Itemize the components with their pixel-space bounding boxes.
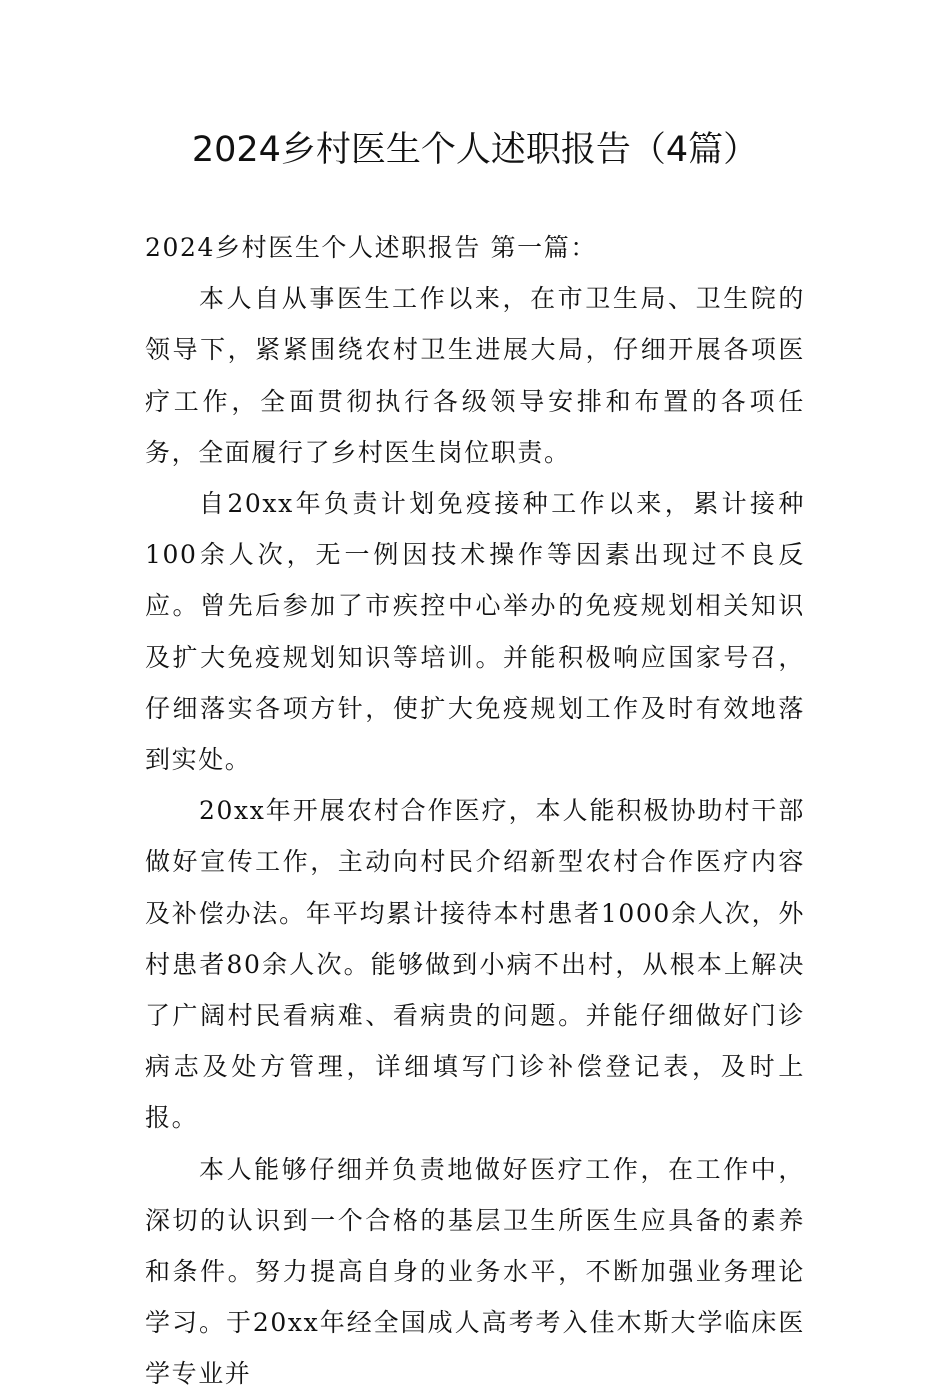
- section-heading: 2024乡村医生个人述职报告 第一篇：: [145, 233, 597, 262]
- paragraph-1: 本人自从事医生工作以来，在市卫生局、卫生院的领导下，紧紧围绕农村卫生进展大局，仔细开展各项医疗工作，全面贯彻执行各级领导安排和布置的各项任务，全面履行了乡村医生岗位职责。: [145, 284, 805, 467]
- document-body: [145, 222, 805, 1400]
- paragraph-3: 20xx年开展农村合作医疗，本人能积极协助村干部做好宣传工作，主动向村民介绍新型农村合作医疗内容及补偿办法。年平均累计接待本村患者1000余人次，外村患者80余人次。能够做到小病不出村，从根本上解决了广阔村民看病难、看病贵的问题。并能仔细做好门诊病志及处方管理，详细填写门诊补偿登记表，及时上报。: [145, 796, 805, 1133]
- paragraph-4: 本人能够仔细并负责地做好医疗工作，在工作中，深切的认识到一个合格的基层卫生所医生应具备的素养和条件。努力提高自身的业务水平，不断加强业务理论学习。于20xx年经全国成人高考考入佳木斯大学临床医学专业并: [145, 1154, 805, 1389]
- document-title: 2024乡村医生个人述职报告（4篇）: [191, 130, 759, 170]
- paragraph-2: 自20xx年负责计划免疫接种工作以来，累计接种100余人次，无一例因技术操作等因素出现过不良反应。曾先后参加了市疾控中心举办的免疫规划相关知识及扩大免疫规划知识等培训。并能积极响应国家号召，仔细落实各项方针，使扩大免疫规划工作及时有效地落到实处。: [145, 489, 805, 775]
